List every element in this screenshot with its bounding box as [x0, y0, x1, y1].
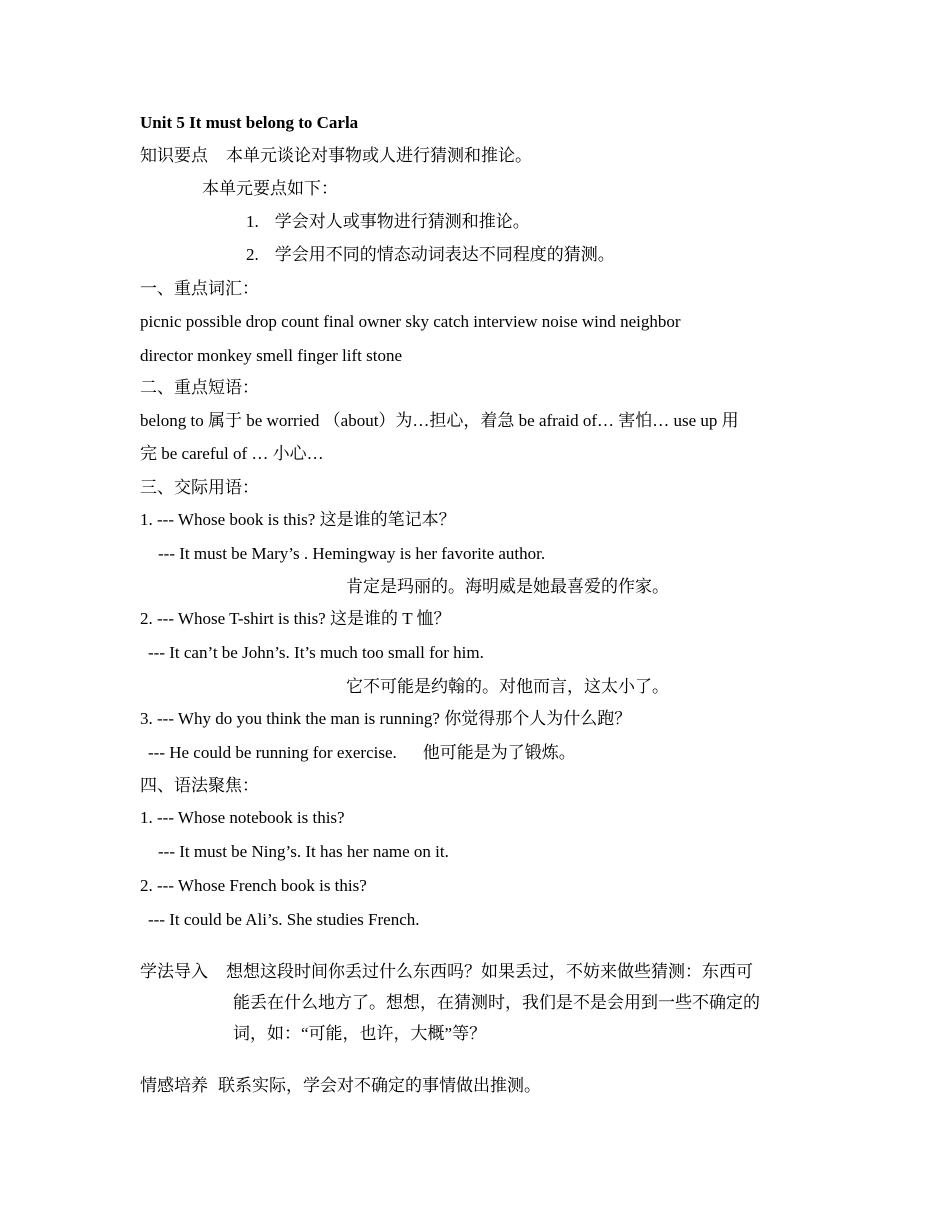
phrases-line-2: 完 be careful of … 小心… — [140, 444, 324, 463]
method-line-1: 想想这段时间你丢过什么东西吗？如果丢过，不妨来做些猜测：东西可 — [226, 962, 753, 981]
method-line-3: 词，如：“可能，也许，大概”等？ — [233, 1024, 487, 1043]
emotion-label: 情感培养 — [140, 1076, 208, 1095]
unit-title: Unit 5 It must belong to Carla — [140, 113, 359, 132]
grammar-a2: --- It could be Ali’s. She studies French. — [148, 910, 420, 929]
key-points-intro: 本单元谈论对事物或人进行猜测和推论。 — [226, 146, 532, 165]
dialogue-q3: 3. --- Why do you think the man is running? 你觉得那个人为什么跑？ — [140, 709, 632, 728]
emotion-line — [140, 1075, 541, 1097]
dialogue-a3-english: --- He could be running for exercise. — [148, 743, 397, 762]
vocab-heading: 一、重点词汇： — [140, 279, 259, 298]
grammar-heading: 四、语法聚焦： — [140, 776, 259, 795]
dialogue-a1-translation: 肯定是玛丽的。海明威是她最喜爱的作家。 — [346, 577, 669, 596]
key-point-number: 2. — [246, 245, 259, 264]
method-label: 学法导入 — [140, 962, 208, 981]
key-points-line — [140, 145, 532, 167]
key-points-subhead: 本单元要点如下： — [202, 179, 338, 198]
grammar-q2: 2. --- Whose French book is this? — [140, 876, 367, 895]
phrases-line-1: belong to 属于 be worried （about）为…担心，着急 be afraid of… 害怕… use up 用 — [140, 411, 739, 430]
dialogue-q1: 1. --- Whose book is this? 这是谁的笔记本？ — [140, 510, 456, 529]
vocab-line-1: picnic possible drop count final owner sky catch interview noise wind neighbor — [140, 312, 681, 331]
vocab-line-2: director monkey smell finger lift stone — [140, 346, 403, 365]
key-point-text: 学会用不同的情态动词表达不同程度的猜测。 — [274, 245, 615, 264]
dialogue-a2-translation: 它不可能是约翰的。对他而言，这太小了。 — [346, 677, 669, 696]
key-point-text: 学会对人或事物进行猜测和推论。 — [274, 212, 530, 231]
dialogue-a3 — [148, 742, 576, 764]
method-line-2: 能丢在什么地方了。想想，在猜测时，我们是不是会用到一些不确定的 — [233, 993, 760, 1012]
phrases-heading: 二、重点短语： — [140, 378, 259, 397]
dialogue-a3-translation: 他可能是为了锻炼。 — [422, 743, 576, 762]
emotion-text: 联系实际，学会对不确定的事情做出推测。 — [218, 1076, 541, 1095]
dialogue-a1: --- It must be Mary’s . Hemingway is her favorite author. — [158, 544, 546, 563]
grammar-a1: --- It must be Ning’s. It has her name on it. — [158, 842, 449, 861]
key-points-label: 知识要点 — [140, 146, 208, 165]
key-point-number: 1. — [246, 212, 259, 231]
dialogue-heading: 三、交际用语： — [140, 478, 259, 497]
key-point-item-1 — [246, 211, 530, 233]
dialogue-a2: --- It can’t be John’s. It’s much too small for him. — [148, 643, 484, 662]
grammar-q1: 1. --- Whose notebook is this? — [140, 808, 345, 827]
key-point-item-2 — [246, 244, 615, 266]
dialogue-q2: 2. --- Whose T-shirt is this? 这是谁的 T 恤？ — [140, 609, 451, 628]
